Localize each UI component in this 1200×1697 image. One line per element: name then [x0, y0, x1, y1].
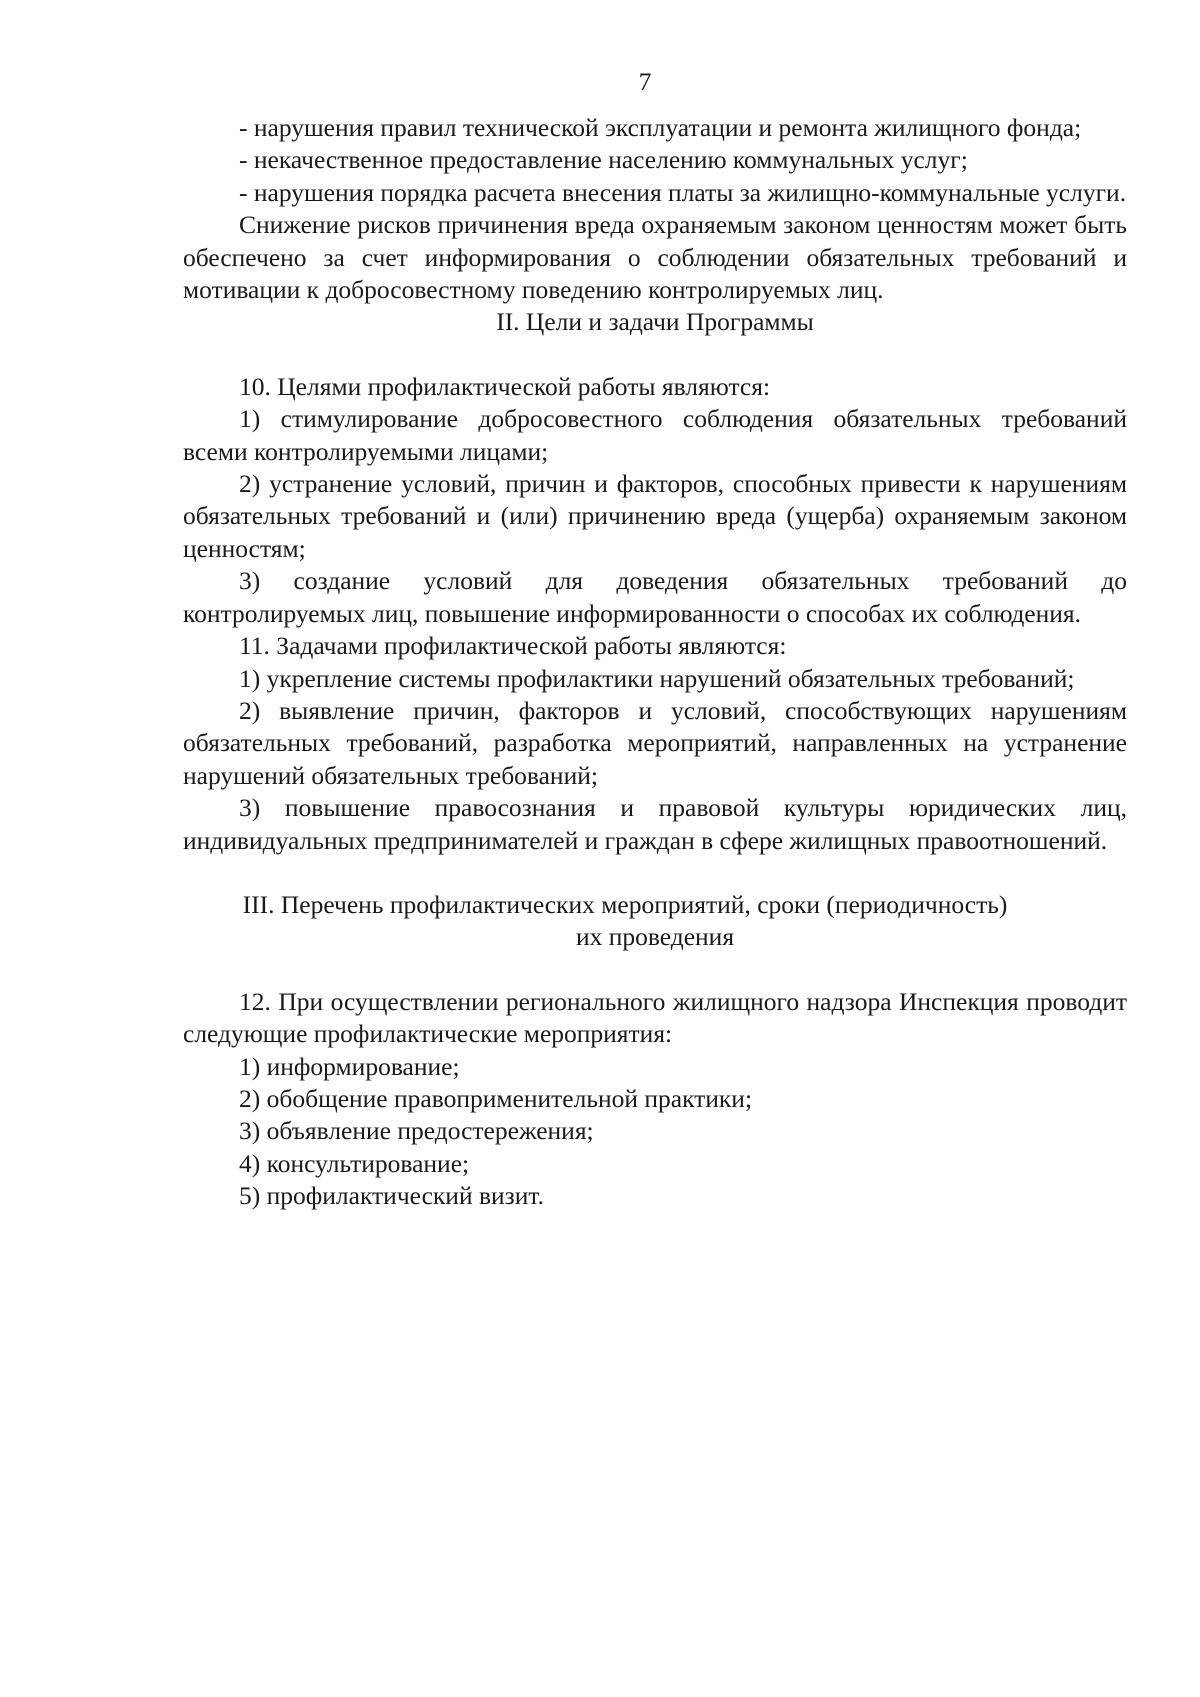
- section-2-heading: II. Цели и задачи Программы: [496, 307, 814, 337]
- paragraph-10-item-2: 2) устранение условий, причин и факторов, способных привести к нарушениям обязательных требований и (или) причинению вреда (ущерба) охраняемым законом ценностям;: [183, 469, 1127, 563]
- paragraph-11-item-2: 2) выявление причин, факторов и условий, способствующих нарушениям обязательных требований, разработка мероприятий, направленных на устранение нарушений обязательных требований;: [183, 695, 1127, 790]
- paragraph-10: 10. Целями профилактической работы являются:: [239, 371, 771, 401]
- document-page: [183, 62, 1127, 1213]
- paragraph-11-item-1: 1) укрепление системы профилактики нарушений обязательных требований;: [239, 663, 1075, 693]
- section-3-heading-line-2: их проведения: [575, 922, 735, 952]
- paragraph-12-item-1: 1) информирование;: [239, 1051, 460, 1081]
- paragraph-intro-2: - некачественное предоставление населению коммунальных услуг;: [239, 145, 968, 175]
- page-number: 7: [638, 67, 652, 96]
- paragraph-10-item-1: 1) стимулирование добросовестного соблюдения обязательных требований всеми контролируемыми лицами;: [183, 404, 1127, 466]
- paragraph-12-item-4: 4) консультирование;: [239, 1148, 470, 1178]
- paragraph-12-item-2: 2) обобщение правоприменительной практики;: [239, 1083, 753, 1113]
- paragraph-11-item-3: 3) повышение правосознания и правовой культуры юридических лиц, индивидуальных предпринимателей и граждан в сфере жилищных правоотношений.: [183, 793, 1127, 855]
- section-3-heading-line-1: III. Перечень профилактических мероприятий, сроки (периодичность): [242, 889, 1008, 919]
- paragraph-12: 12. При осуществлении регионального жилищного надзора Инспекция проводит следующие профилактические мероприятия:: [183, 986, 1127, 1049]
- paragraph-11: 11. Задачами профилактической работы являются:: [239, 631, 787, 661]
- paragraph-intro-1: - нарушения правил технической эксплуатации и ремонта жилищного фонда;: [239, 113, 1082, 142]
- paragraph-12-item-5: 5) профилактический визит.: [239, 1181, 544, 1211]
- paragraph-10-item-3: 3) создание условий для доведения обязательных требований до контролируемых лиц, повышение информированности о способах их соблюдения.: [183, 566, 1127, 628]
- paragraph-12-item-3: 3) объявление предостережения;: [239, 1116, 594, 1146]
- paragraph-intro-4: Снижение рисков причинения вреда охраняемым законом ценностям может быть обеспечено за счет информирования о соблюдении обязательных требований и мотивации к добросовестному поведению контролируемых лиц.: [183, 210, 1127, 305]
- paragraph-intro-3: - нарушения порядка расчета внесения платы за жилищно-коммунальные услуги.: [239, 177, 1127, 207]
- section-3-heading: [183, 889, 1127, 954]
